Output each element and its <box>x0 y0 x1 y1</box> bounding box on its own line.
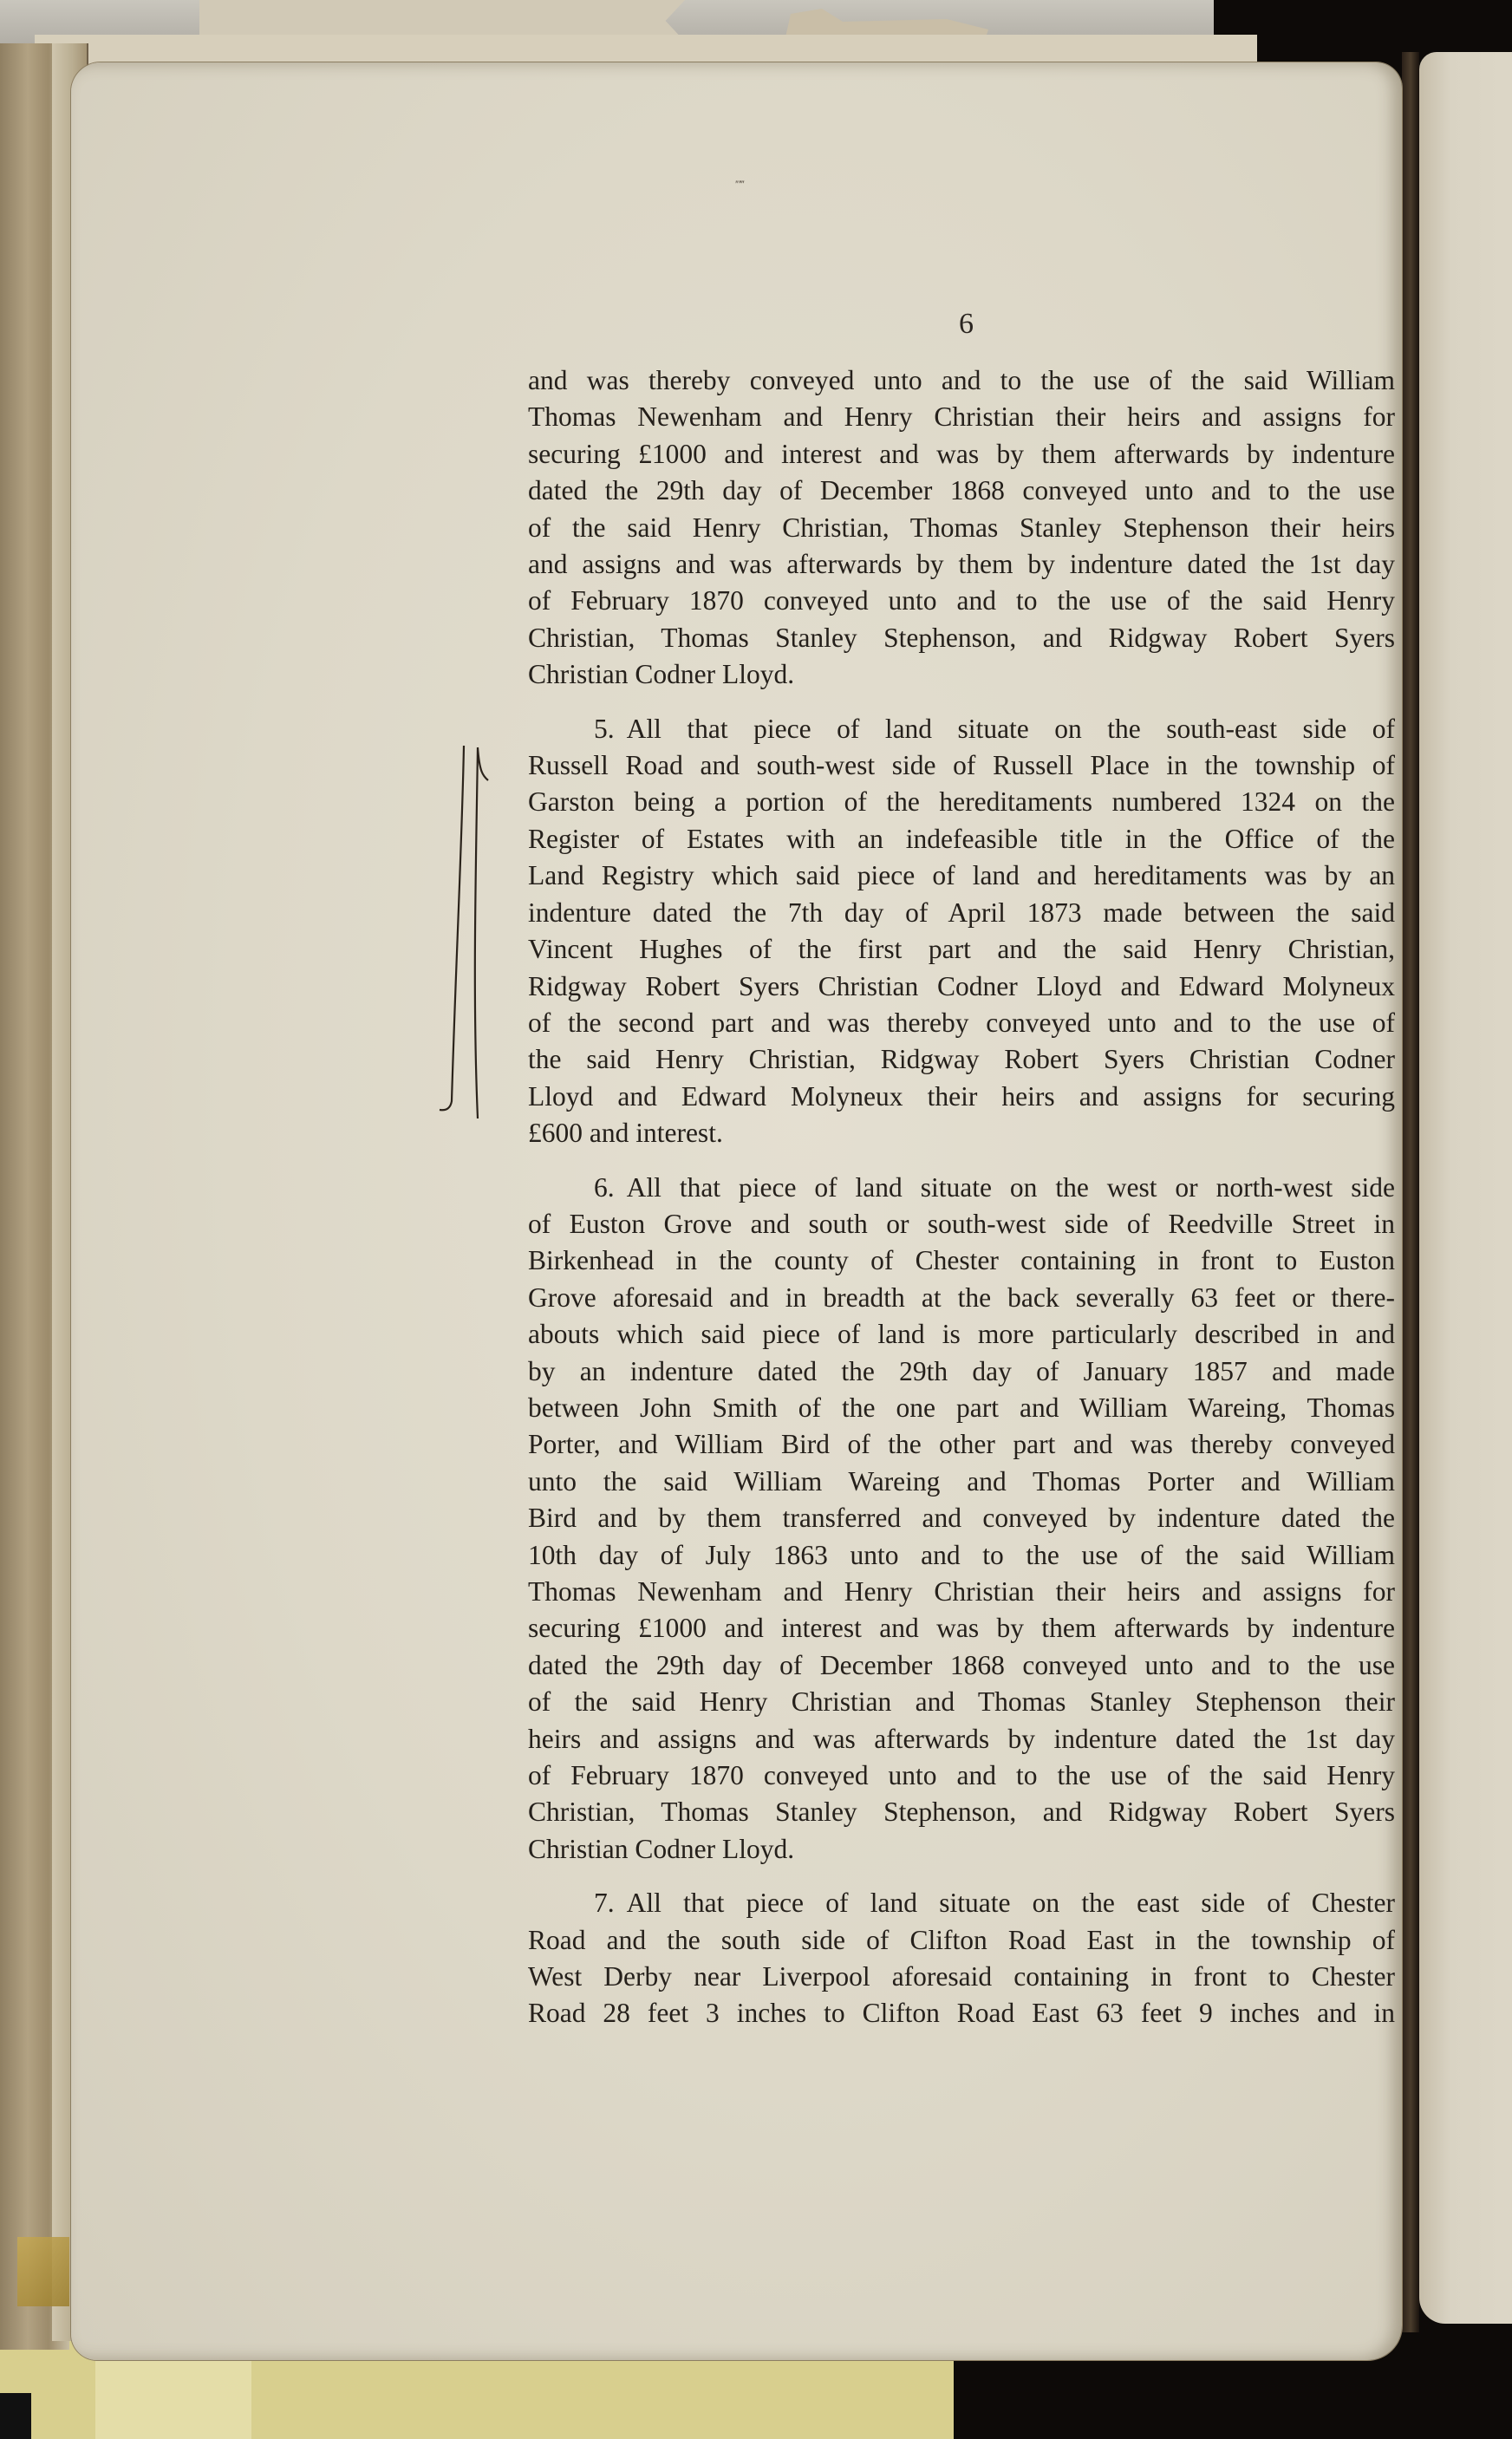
text-line: of the second part and was thereby conveyed unto and to the use of <box>528 1007 1395 1038</box>
backdrop-card <box>95 2358 251 2439</box>
text-line: £600 and interest. <box>528 1118 723 1149</box>
page-number: 6 <box>959 308 974 340</box>
text-line: between John Smith of the one part and William Wareing, Thomas <box>528 1392 1395 1423</box>
text-line: and assigns and was afterwards by them by indenture dated the 1st day <box>528 549 1395 580</box>
numbered-paragraphs <box>528 711 1395 2032</box>
continuation-paragraph <box>528 362 1395 694</box>
text-line: dated the 29th day of December 1868 conveyed unto and to the use <box>528 475 1395 506</box>
text-line: Christian Codner Lloyd. <box>528 1833 795 1864</box>
text-line: Garston being a portion of the hereditaments numbered 1324 on the <box>528 786 1395 818</box>
text-line: Lloyd and Edward Molyneux their heirs and assigns for securing <box>528 1080 1395 1112</box>
text-line: Land Registry which said piece of land and hereditaments was by an <box>528 860 1395 891</box>
text-line: Thomas Newenham and Henry Christian their heirs and assigns for <box>528 1576 1395 1607</box>
text-line: Birkenhead in the county of Chester containing in front to Euston <box>528 1245 1395 1276</box>
text-line: Road and the south side of Clifton Road East in the township of <box>528 1924 1395 1955</box>
text-line: Vincent Hughes of the first part and the said Henry Christian, <box>528 934 1395 965</box>
text-line: the said Henry Christian, Ridgway Robert Syers Christian Codner <box>528 1044 1395 1075</box>
text-line: abouts which said piece of land is more particularly described in and <box>528 1319 1395 1350</box>
document-body <box>528 362 1395 2050</box>
text-line: 10th day of July 1863 unto and to the use of the said William <box>528 1539 1395 1570</box>
text-line: of February 1870 conveyed unto and to the use of the said Henry <box>528 1760 1395 1791</box>
paragraph-7 <box>528 1885 1395 2032</box>
text-line: Thomas Newenham and Henry Christian their heirs and assigns for <box>528 401 1395 433</box>
text-line: West Derby near Liverpool aforesaid containing in front to Chester <box>528 1961 1395 1992</box>
text-line: Christian, Thomas Stanley Stephenson, and Ridgway Robert Syers <box>528 622 1395 653</box>
paragraph-6 <box>528 1170 1395 1868</box>
backdrop-dark-patch <box>0 2393 31 2439</box>
paragraph-5 <box>528 711 1395 1152</box>
text-line: Bird and by them transferred and conveyed by indenture dated the <box>528 1503 1395 1534</box>
text-line: by an indenture dated the 29th day of January 1857 and made <box>528 1355 1395 1386</box>
text-line: 6. All that piece of land situate on the west or north-west side <box>594 1171 1395 1203</box>
facing-page <box>1419 52 1512 2324</box>
pencil-margin-bracket <box>438 737 499 1118</box>
paragraph-number: 7. <box>594 1888 615 1919</box>
text-line: Christian, Thomas Stanley Stephenson, and Ridgway Robert Syers <box>528 1797 1395 1828</box>
text-line: dated the 29th day of December 1868 conveyed unto and to the use <box>528 1649 1395 1680</box>
text-line: Christian Codner Lloyd. <box>528 659 795 690</box>
book-gutter <box>1402 52 1419 2332</box>
text-line: 7. All that piece of land situate on the east side of Chester <box>594 1888 1395 1919</box>
text-line: Road 28 feet 3 inches to Clifton Road East 63 feet 9 inches and in <box>528 1998 1395 2029</box>
text-line: Register of Estates with an indefeasible title in the Office of the <box>528 823 1395 854</box>
text-line: 5. All that piece of land situate on the south-east side of <box>594 713 1395 744</box>
faint-marginal-marks: ′″‴ <box>735 178 744 190</box>
text-line: of Euston Grove and south or south-west side of Reedville Street in <box>528 1208 1395 1239</box>
text-line: of the said Henry Christian, Thomas Stanley Stephenson their heirs <box>528 512 1395 543</box>
text-line: securing £1000 and interest and was by them afterwards by indenture <box>528 1613 1395 1644</box>
text-line: of February 1870 conveyed unto and to the use of the said Henry <box>528 585 1395 616</box>
text-line: heirs and assigns and was afterwards by indenture dated the 1st day <box>528 1723 1395 1754</box>
paragraph-number: 6. <box>594 1171 615 1203</box>
text-line: Porter, and William Bird of the other part and was thereby conveyed <box>528 1429 1395 1460</box>
paragraph-number: 5. <box>594 713 615 744</box>
text-line: and was thereby conveyed unto and to the use of the said William <box>528 365 1395 395</box>
tape-repair <box>17 2237 69 2306</box>
text-line: Russell Road and south-west side of Russell Place in the township of <box>528 750 1395 781</box>
text-line: indenture dated the 7th day of April 1873 made between the said <box>528 897 1395 928</box>
text-line: unto the said William Wareing and Thomas Porter and William <box>528 1465 1395 1497</box>
text-line: Ridgway Robert Syers Christian Codner Lloyd and Edward Molyneux <box>528 970 1395 1001</box>
text-line: Grove aforesaid and in breadth at the back severally 63 feet or there- <box>528 1281 1395 1313</box>
text-line: securing £1000 and interest and was by them afterwards by indenture <box>528 438 1395 469</box>
text-line: of the said Henry Christian and Thomas Stanley Stephenson their <box>528 1686 1395 1718</box>
